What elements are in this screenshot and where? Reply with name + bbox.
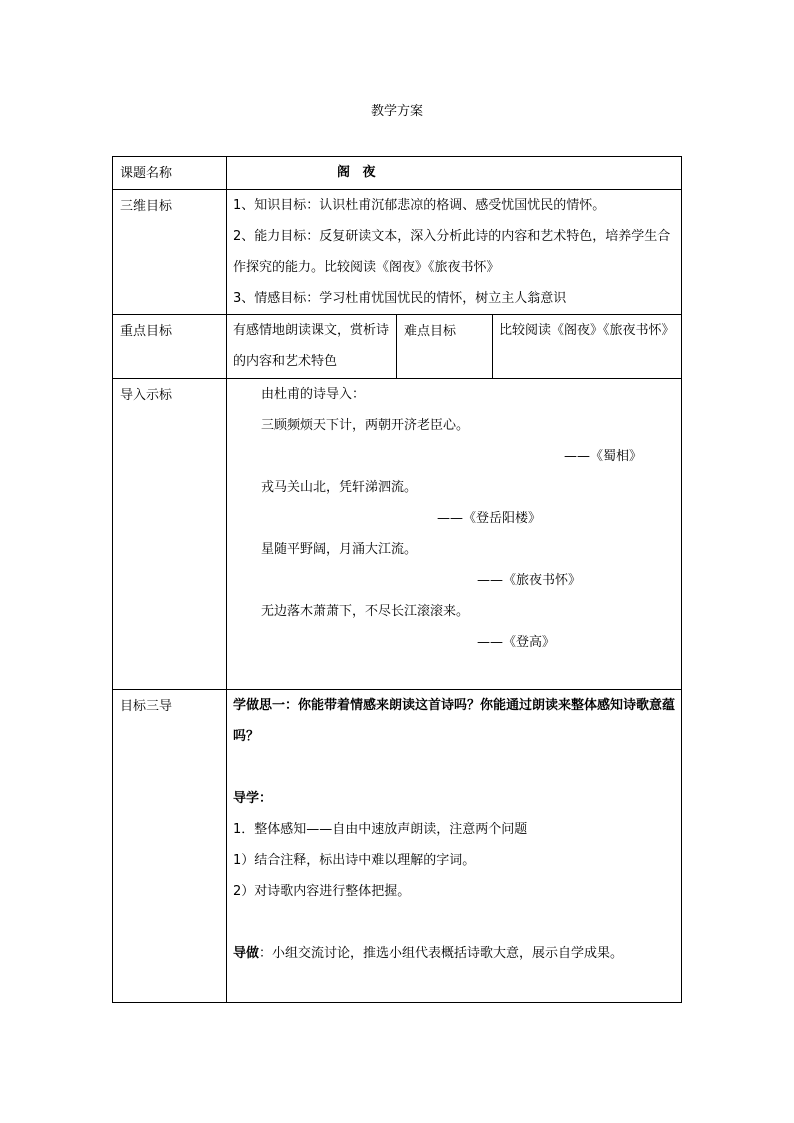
row-intro — [113, 379, 682, 690]
study-item-1: 1．整体感知——自由中速放声朗读，注意两个问题 — [233, 822, 528, 837]
objective-knowledge: 1、知识目标：认识杜甫沉郁悲凉的格调、感受忧国忧民的情怀。 — [233, 198, 606, 213]
lesson-title: 阁 夜 — [337, 165, 380, 180]
guide-label: 目标三导 — [120, 699, 173, 714]
do-text: ：小组交流讨论，推选小组代表概括诗歌大意，展示自学成果。 — [259, 946, 624, 961]
topic-label: 课题名称 — [120, 166, 173, 181]
study-item-3: 2）对诗歌内容进行整体把握。 — [233, 884, 411, 899]
row-topic — [113, 157, 682, 190]
key-points-value-cell — [227, 315, 397, 379]
study-item-2: 1）结合注释，标出诗中难以理解的字词。 — [233, 853, 476, 868]
spacer — [233, 907, 677, 938]
spacer — [233, 752, 677, 783]
row-guide — [113, 690, 682, 1003]
intro-label: 导入示标 — [120, 388, 173, 403]
poem-line-1: 三顾频烦天下计，两朝开济老臣心。 — [261, 418, 470, 433]
topic-value-cell — [227, 157, 682, 190]
guide-content-cell — [227, 690, 682, 1003]
poem-source-2: ——《登岳阳楼》 — [437, 511, 542, 526]
intro-content-cell — [227, 379, 682, 690]
poem-source-1: ——《蜀相》 — [564, 449, 643, 464]
objectives-label-cell — [113, 190, 227, 315]
guide-question: 学做思一：你能带着情感来朗读这首诗吗？你能通过朗读来整体感知诗歌意蕴吗？ — [233, 698, 676, 744]
key-points-value: 有感情地朗读课文，赏析诗的内容和艺术特色 — [233, 323, 390, 369]
objective-emotion: 3、情感目标：学习杜甫忧国忧民的情怀，树立主人翁意识 — [233, 291, 567, 306]
do-paragraph — [233, 938, 677, 969]
topic-label-cell — [113, 157, 227, 190]
key-points-label-cell — [113, 315, 227, 379]
lesson-plan-table — [112, 156, 682, 1003]
guide-label-cell — [113, 690, 227, 1003]
study-label: 导学： — [233, 791, 273, 806]
intro-label-cell — [113, 379, 227, 690]
objectives-label: 三维目标 — [120, 199, 173, 214]
do-label: 导做 — [233, 946, 260, 961]
poem-line-2: 戎马关山北，凭轩涕泗流。 — [261, 480, 418, 495]
difficult-points-value: 比较阅读《阁夜》《旅夜书怀》 — [499, 323, 675, 338]
row-key-points — [113, 315, 682, 379]
poem-source-4: ——《登高》 — [477, 635, 556, 650]
document-title: 教学方案 — [370, 104, 423, 119]
difficult-points-label: 难点目标 — [404, 324, 457, 339]
key-points-label: 重点目标 — [120, 324, 173, 339]
poem-source-3: ——《旅夜书怀》 — [477, 573, 582, 588]
poem-line-3: 星随平野阔，月涌大江流。 — [261, 542, 418, 557]
poem-line-4: 无边落木萧萧下，不尽长江滚滚来。 — [261, 604, 470, 619]
row-objectives — [113, 190, 682, 315]
difficult-points-label-cell — [397, 315, 493, 379]
objective-ability: 2、能力目标：反复研读文本，深入分析此诗的内容和艺术特色，培养学生合作探究的能力。比较阅读《阁夜》《旅夜书怀》 — [233, 229, 671, 275]
objectives-content-cell — [227, 190, 682, 315]
difficult-points-value-cell — [493, 315, 682, 379]
intro-lead: 由杜甫的诗导入： — [261, 387, 366, 402]
